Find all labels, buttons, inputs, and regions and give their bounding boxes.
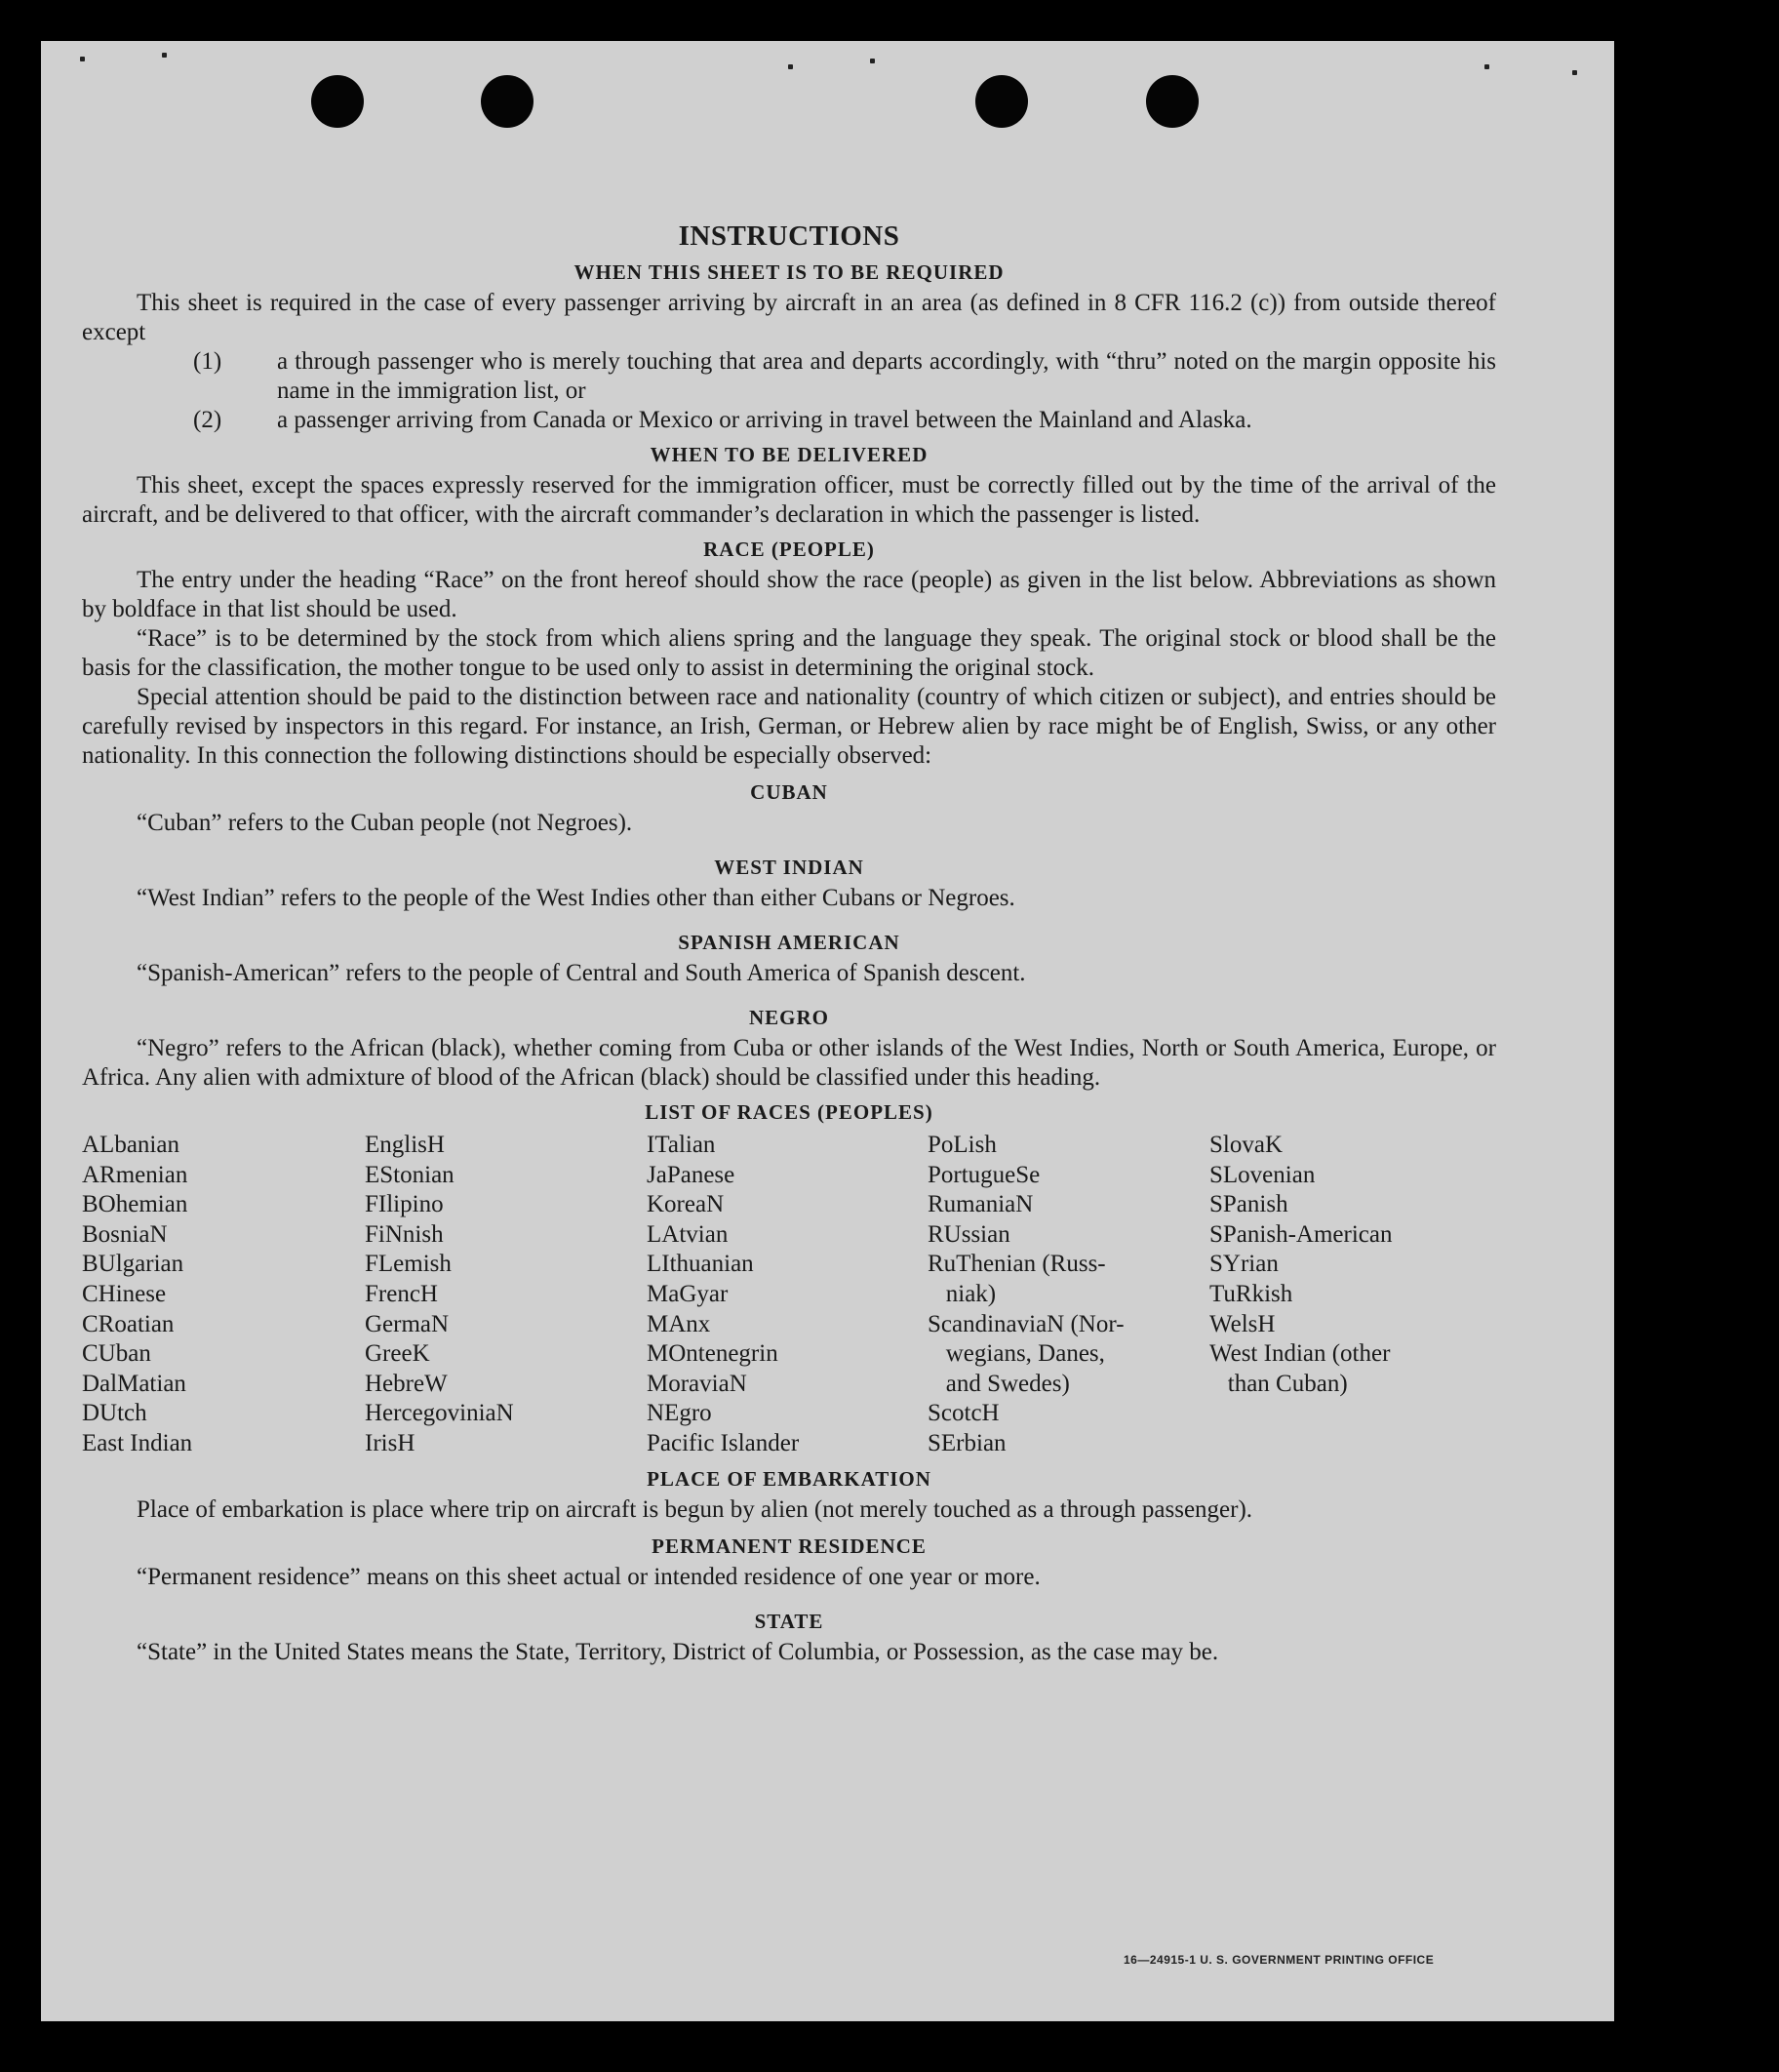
race-entry: TuRkish <box>1209 1280 1293 1307</box>
paragraph-race-3: Special attention should be paid to the distinction between race and nationality (country of which citizen or subject), and entries should be carefully revised by inspectors in this regard. For instance, an Irish, German, or Hebrew alien by race might be of English, Swiss, or any other nationality. In this connection the following distinctions should be especially observed: <box>82 684 1496 769</box>
race-entry: LIthuanian <box>647 1251 754 1278</box>
item-text: a through passenger who is merely touching that area and departs accordingly, with “thru” noted on the margin opposite his name in the immigration list, or <box>277 348 1496 404</box>
document-sheet <box>41 41 1614 2021</box>
heading-when-delivered: WHEN TO BE DELIVERED <box>650 443 929 466</box>
race-entry: MaGyar <box>647 1280 729 1307</box>
race-entry: KoreaN <box>647 1191 725 1218</box>
item-number: (2) <box>193 407 222 433</box>
paper-speck <box>1572 70 1577 75</box>
item-text: a passenger arriving from Canada or Mexico or arriving in travel between the Mainland and Alaska. <box>277 407 1252 433</box>
race-entry: DalMatian <box>82 1370 186 1397</box>
heading-place-of-embarkation: PLACE OF EMBARKATION <box>647 1466 931 1491</box>
paragraph-place-of-embarkation: Place of embarkation is place where trip on aircraft is begun by alien (not merely touched as a through passenger). <box>137 1495 1253 1523</box>
race-entry: ITalian <box>647 1132 716 1158</box>
heading-cuban: CUBAN <box>750 780 828 804</box>
race-entry: ARmenian <box>82 1161 188 1188</box>
page-title: INSTRUCTIONS <box>678 220 900 252</box>
race-column-4 <box>928 1131 1209 1459</box>
race-entry: DUtch <box>82 1400 147 1427</box>
race-entry: HebreW <box>365 1370 448 1397</box>
heading-state: STATE <box>754 1609 824 1633</box>
paper-speck <box>80 57 85 61</box>
race-entry: MAnx <box>647 1310 711 1337</box>
race-list <box>82 1131 1496 1459</box>
race-entry: than Cuban) <box>1209 1370 1348 1397</box>
race-entry: niak) <box>928 1280 997 1307</box>
race-entry: BosniaN <box>82 1220 168 1248</box>
paper-speck <box>788 64 793 69</box>
race-entry: West Indian (other <box>1209 1340 1391 1368</box>
race-entry: GermaN <box>365 1310 450 1337</box>
race-entry: RUssian <box>928 1220 1010 1248</box>
heading-when-required: WHEN THIS SHEET IS TO BE REQUIRED <box>573 260 1005 284</box>
race-entry: FiNnish <box>365 1220 444 1248</box>
heading-spanish-american: SPANISH AMERICAN <box>678 931 900 954</box>
race-entry: MOntenegrin <box>647 1340 778 1368</box>
punch-hole <box>311 75 364 128</box>
race-entry: EStonian <box>365 1161 455 1188</box>
paragraph-race-1: The entry under the heading “Race” on the front hereof should show the race (people) as given in the list below. Abbreviations as shown by boldface in that list should be used. <box>82 567 1496 622</box>
race-column-3 <box>647 1131 928 1459</box>
race-entry: East Indian <box>82 1429 193 1456</box>
race-column-5 <box>1209 1131 1463 1459</box>
paragraph-spanish-american: “Spanish-American” refers to the people of Central and South America of Spanish descent. <box>137 960 1026 986</box>
race-entry: SPanish-American <box>1209 1220 1393 1248</box>
paragraph-west-indian: “West Indian” refers to the people of the West Indies other than either Cubans or Negroes. <box>137 885 1015 911</box>
race-entry: SErbian <box>928 1429 1007 1456</box>
paper-speck <box>1484 64 1489 69</box>
paragraph-when-delivered: This sheet, except the spaces expressly reserved for the immigration officer, must be correctly filled out by the time of the arrival of the aircraft, and be delivered to that officer, with the aircraft commander’s declaration in which the passenger is listed. <box>82 472 1496 528</box>
race-column-1 <box>82 1131 365 1459</box>
race-entry: NEgro <box>647 1400 712 1427</box>
race-entry: CRoatian <box>82 1310 175 1337</box>
race-entry: SlovaK <box>1209 1132 1283 1158</box>
race-entry: IrisH <box>365 1429 415 1456</box>
race-entry: WelsH <box>1209 1310 1276 1337</box>
paragraph-race-2: “Race” is to be determined by the stock from which aliens spring and the language they speak. The original stock or blood shall be the basis for the classification, the mother tongue to be used only to assist in determining the original stock. <box>82 625 1496 681</box>
punch-hole <box>1146 75 1199 128</box>
exception-item-2 <box>82 406 1496 435</box>
race-entry: GreeK <box>365 1340 430 1368</box>
race-entry: ScotcH <box>928 1400 1000 1427</box>
paragraph-negro: “Negro” refers to the African (black), whether coming from Cuba or other islands of the West Indies, North or South America, Europe, or Africa. Any alien with admixture of blood of the African (black) should be classified under this heading. <box>82 1035 1496 1091</box>
race-entry: BUlgarian <box>82 1251 184 1278</box>
race-entry: ALbanian <box>82 1132 179 1158</box>
race-entry: SPanish <box>1209 1191 1288 1218</box>
punch-hole <box>975 75 1028 128</box>
race-entry: RuThenian (Russ- <box>928 1251 1106 1278</box>
heading-negro: NEGRO <box>748 1006 829 1029</box>
race-entry: FIlipino <box>365 1191 444 1218</box>
heading-race: RACE (PEOPLE) <box>703 538 875 561</box>
race-column-2 <box>365 1131 647 1459</box>
race-entry: ScandinaviaN (Nor- <box>928 1310 1125 1337</box>
paper-speck <box>162 53 167 58</box>
heading-west-indian: WEST INDIAN <box>714 856 864 879</box>
printing-office-code: 16—24915-1 U. S. GOVERNMENT PRINTING OFFICE <box>1124 1953 1435 1967</box>
race-entry: RumaniaN <box>928 1191 1034 1218</box>
paragraph-permanent-residence: “Permanent residence” means on this sheet actual or intended residence of one year or more. <box>137 1563 1041 1590</box>
race-entry: FLemish <box>365 1251 452 1278</box>
race-entry: CHinese <box>82 1280 167 1307</box>
race-entry: SLovenian <box>1209 1161 1316 1188</box>
paragraph-state: “State” in the United States means the State, Territory, District of Columbia, or Possession, as the case may be. <box>137 1638 1219 1665</box>
race-entry: Pacific Islander <box>647 1429 800 1456</box>
heading-list-of-races: LIST OF RACES (PEOPLES) <box>645 1100 933 1124</box>
paragraph-when-required: This sheet is required in the case of every passenger arriving by aircraft in an area (as defined in 8 CFR 116.2 (c)) from outside thereof except <box>82 290 1496 345</box>
punch-hole <box>481 75 534 128</box>
race-entry: LAtvian <box>647 1220 729 1248</box>
race-entry: FrencH <box>365 1280 438 1307</box>
race-entry: EnglisH <box>365 1132 445 1158</box>
race-entry: and Swedes) <box>928 1370 1070 1397</box>
race-entry: wegians, Danes, <box>928 1340 1105 1368</box>
race-entry: PoLish <box>928 1132 997 1158</box>
heading-permanent-residence: PERMANENT RESIDENCE <box>652 1534 927 1558</box>
exception-item-1 <box>82 347 1496 406</box>
race-entry: PortugueSe <box>928 1161 1041 1188</box>
race-entry: SYrian <box>1209 1251 1279 1278</box>
race-entry: MoraviaN <box>647 1370 747 1397</box>
item-number: (1) <box>193 348 222 375</box>
race-entry: CUban <box>82 1340 151 1368</box>
race-entry: HercegoviniaN <box>365 1400 514 1427</box>
paragraph-cuban: “Cuban” refers to the Cuban people (not Negroes). <box>137 810 633 836</box>
race-entry: BOhemian <box>82 1191 188 1218</box>
instructions-content <box>82 178 1496 1667</box>
race-entry: JaPanese <box>647 1161 735 1188</box>
paper-speck <box>870 59 875 63</box>
